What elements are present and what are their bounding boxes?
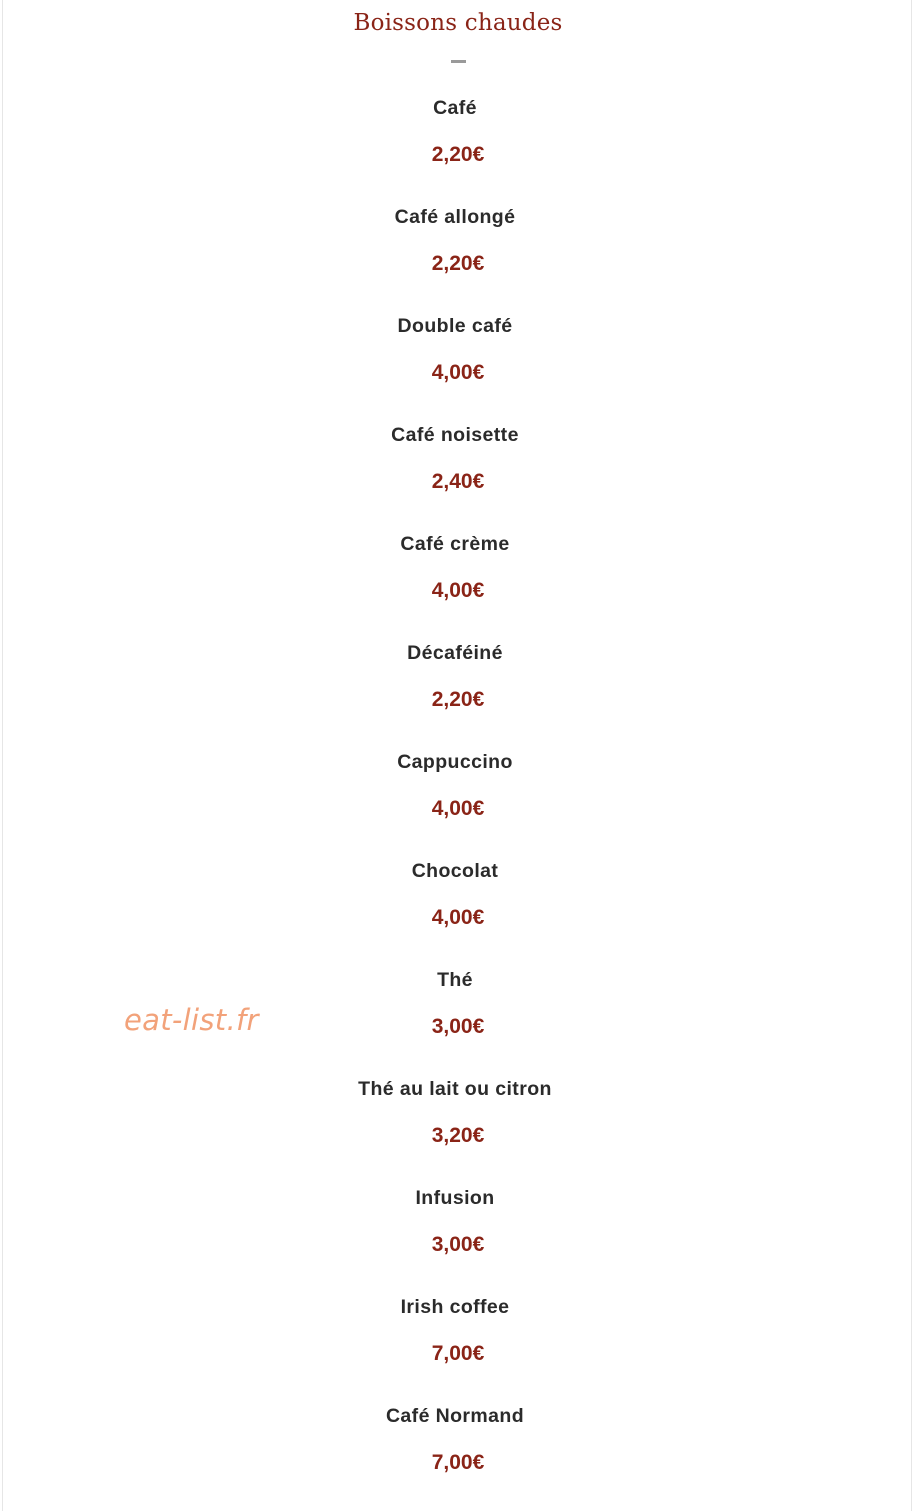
- menu-item-price: 7,00€: [431, 1451, 485, 1474]
- menu-item-price: 2,40€: [431, 470, 485, 493]
- menu-item-price: 4,00€: [431, 906, 485, 929]
- section-title: Boissons chaudes: [353, 10, 563, 36]
- menu-item-price: 3,00€: [431, 1015, 485, 1038]
- menu-item-price: 2,20€: [431, 688, 485, 711]
- menu-item-price: 4,00€: [431, 797, 485, 820]
- menu-item-name: Double café: [397, 315, 513, 337]
- menu-item-price: 3,20€: [431, 1124, 485, 1147]
- menu-item-name: Café: [433, 97, 477, 119]
- menu-item-name: Cappuccino: [397, 751, 513, 773]
- menu-item-name: Irish coffee: [400, 1296, 510, 1318]
- menu-item-price: 3,00€: [431, 1233, 485, 1256]
- menu-item-price: 2,20€: [431, 143, 485, 166]
- title-divider: [451, 60, 466, 63]
- menu-item-name: Thé au lait ou citron: [358, 1078, 552, 1100]
- menu-item-name: Café noisette: [391, 424, 519, 446]
- menu-item-price: 4,00€: [431, 361, 485, 384]
- menu-item-price: 4,00€: [431, 579, 485, 602]
- menu-item-price: 7,00€: [431, 1342, 485, 1365]
- watermark: eat-list.fr: [124, 1003, 259, 1037]
- menu-item-price: 2,20€: [431, 252, 485, 275]
- menu-item-name: Café allongé: [394, 206, 516, 228]
- menu-item-name: Infusion: [415, 1187, 495, 1209]
- menu-item-name: Thé: [437, 969, 473, 991]
- menu-item-name: Café Normand: [385, 1405, 525, 1427]
- menu-item-name: Chocolat: [411, 860, 499, 882]
- menu-item-name: Décaféiné: [407, 642, 503, 664]
- menu-item-name: Café crème: [400, 533, 510, 555]
